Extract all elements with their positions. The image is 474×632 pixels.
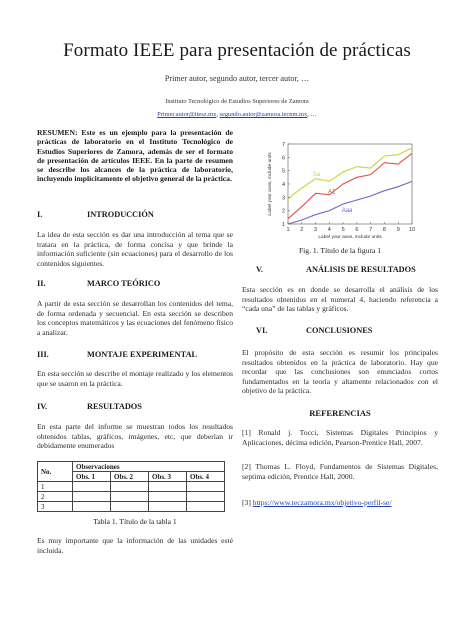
references-heading: REFERENCIAS xyxy=(309,408,371,418)
section-title: ANÁLISIS DE RESULTADOS xyxy=(306,265,416,274)
conclusiones-paragraph: El propósito de esta sección es resumir los principales resultados obtenidos en la práctica de laboratorio. Hay que recordar que las conclusiones son enunciados cortos fundamentados en la teoría y altamente relacionados con el objetivo de la práctica. xyxy=(242,348,438,395)
reference-2: [2] Thomas L. Floyd, Fundamentos de Sistemas Digitales, septima edición, Prentice Hall, 2000. xyxy=(242,462,438,481)
institute-line: Instituto Tecnológico de Estudios Superiores de Zamora xyxy=(165,98,309,105)
section-number: I. xyxy=(37,210,43,219)
abstract: RESUMEN: Este es un ejemplo para la presentación de prácticas de laboratorio en el Instituto Tecnológico de Estudios Superiores de Zamora, además de ser el formato de presentación de artículos IEEE. En la parte de resumen se describe los alcances de la práctica de laboratorio, incluyendo implícitamente el objetivo general de la práctica. xyxy=(37,128,233,184)
x-tick-label: 7 xyxy=(369,227,373,233)
reference-3-link[interactable]: https://www.teczamora.mx/objetivo-perfil-se/ xyxy=(252,498,392,507)
section-heading-resultados xyxy=(37,402,142,411)
section-heading-montaje xyxy=(37,350,197,359)
email-tail: , … xyxy=(307,111,317,118)
section-number: VI. xyxy=(256,326,268,335)
y-tick-label: 2 xyxy=(281,208,285,215)
section-title: RESULTADOS xyxy=(87,402,142,411)
x-tick-label: 2 xyxy=(300,227,304,233)
x-tick-label: 8 xyxy=(382,227,386,233)
montaje-paragraph: En esta sección se describe el montaje realizado y los elementos que se usaron en la práctica. xyxy=(37,369,233,388)
row-number: 2 xyxy=(38,492,73,502)
y-tick-label: 5 xyxy=(281,168,285,175)
table-subheader: Obs. 2 xyxy=(111,472,149,482)
emails-line xyxy=(0,111,474,118)
results-table xyxy=(37,461,225,512)
analisis-paragraph: Esta sección es en donde se desarrolla el análisis de los resultados obtenidos en el numeral 4, haciendo referencia a “cada una” de las tablas y gráficos. xyxy=(242,285,438,313)
table-row xyxy=(38,492,225,502)
table-header-no: No. xyxy=(38,462,73,482)
units-note-paragraph: Es muy importante que la información de las unidades esté incluida. xyxy=(37,536,233,555)
email-link-1[interactable]: Primer.autor@itesz.mx xyxy=(157,111,217,118)
series-label: A1 xyxy=(327,189,336,196)
series-label: Aaa xyxy=(341,208,353,214)
x-tick-label: 6 xyxy=(355,227,359,233)
y-tick-label: 6 xyxy=(281,155,285,162)
figure-caption: Fig. 1. Título de la figura 1 xyxy=(298,246,382,255)
intro-paragraph: La idea de esta sección es dar una introducción al tema que se tratara en la práctica, de forma concisa y que brinde la información suficiente (sin ecuaciones) para el desarrollo de los contenidos siguientes. xyxy=(37,230,233,268)
y-tick-label: 3 xyxy=(281,195,285,202)
x-axis-label: Label your axes, include units xyxy=(318,235,382,240)
section-heading-marco xyxy=(37,279,160,288)
email-separator: , xyxy=(216,111,220,118)
table-subheader: Obs. 3 xyxy=(149,472,187,482)
paper-title: Formato IEEE para presentación de prácticas xyxy=(63,40,411,61)
section-number: V. xyxy=(256,265,263,274)
reference-3 xyxy=(242,498,438,508)
section-heading-conclusiones xyxy=(256,326,372,335)
table-caption: Tabla 1. Título de la tabla 1 xyxy=(93,517,177,526)
y-tick-label: 4 xyxy=(281,182,285,188)
table-row xyxy=(38,482,225,492)
section-title: INTRODUCCIÓN xyxy=(87,210,154,219)
resultados-paragraph: En esta parte del informe se muestran todos los resultados obtenidos tablas, gráficos, imágenes, etc, que deberían ir debidamente enumerados xyxy=(37,422,233,450)
y-tick-label: 1 xyxy=(281,222,285,228)
row-number: 1 xyxy=(38,482,73,492)
x-tick-label: 9 xyxy=(396,227,400,233)
section-number: II. xyxy=(37,279,46,288)
series-label: Sa xyxy=(312,172,321,178)
section-title: MONTAJE EXPERIMENTAL xyxy=(87,350,198,359)
x-tick-label: 3 xyxy=(314,227,318,233)
marco-paragraph: A partir de esta sección se desarrollan los contenidos del tema, de forma ordenada y secuencial. En esta sección se describen los conceptos matemáticos y las ecuaciones del fenómeno físico a analizar. xyxy=(37,299,233,337)
table-row xyxy=(38,502,225,512)
series-line-sa xyxy=(288,148,412,199)
section-title: MARCO TEÓRICO xyxy=(87,279,161,288)
reference-3-prefix: [3] xyxy=(242,498,253,507)
x-tick-label: 4 xyxy=(327,227,331,233)
x-tick-label: 1 xyxy=(286,227,290,233)
section-title: CONCLUSIONES xyxy=(306,326,373,335)
authors-line: Primer autor, segundo autor, tercer autor, … xyxy=(164,74,310,83)
x-tick-label: 10 xyxy=(408,227,416,233)
table-header-observaciones: Observaciones xyxy=(73,462,225,472)
row-number: 3 xyxy=(38,502,73,512)
x-tick-label: 5 xyxy=(341,227,345,233)
table-subheader: Obs. 1 xyxy=(73,472,111,482)
section-number: IV. xyxy=(37,402,48,411)
section-heading-intro xyxy=(37,210,154,219)
y-axis-label: Label your axes, include units xyxy=(268,152,273,216)
y-tick-label: 7 xyxy=(281,142,285,148)
section-number: III. xyxy=(37,350,49,359)
email-link-2[interactable]: segundo.autor@zamora.tecnm.mx xyxy=(219,111,308,118)
section-heading-analisis xyxy=(256,265,416,274)
line-chart xyxy=(262,138,422,246)
table-subheader: Obs. 4 xyxy=(187,472,225,482)
reference-1: [1] Ronald j. Tocci, Sistemas Digitales Principios y Aplicaciones, décima edición, Pearson-Prentice Hall, 2007. xyxy=(242,428,438,447)
